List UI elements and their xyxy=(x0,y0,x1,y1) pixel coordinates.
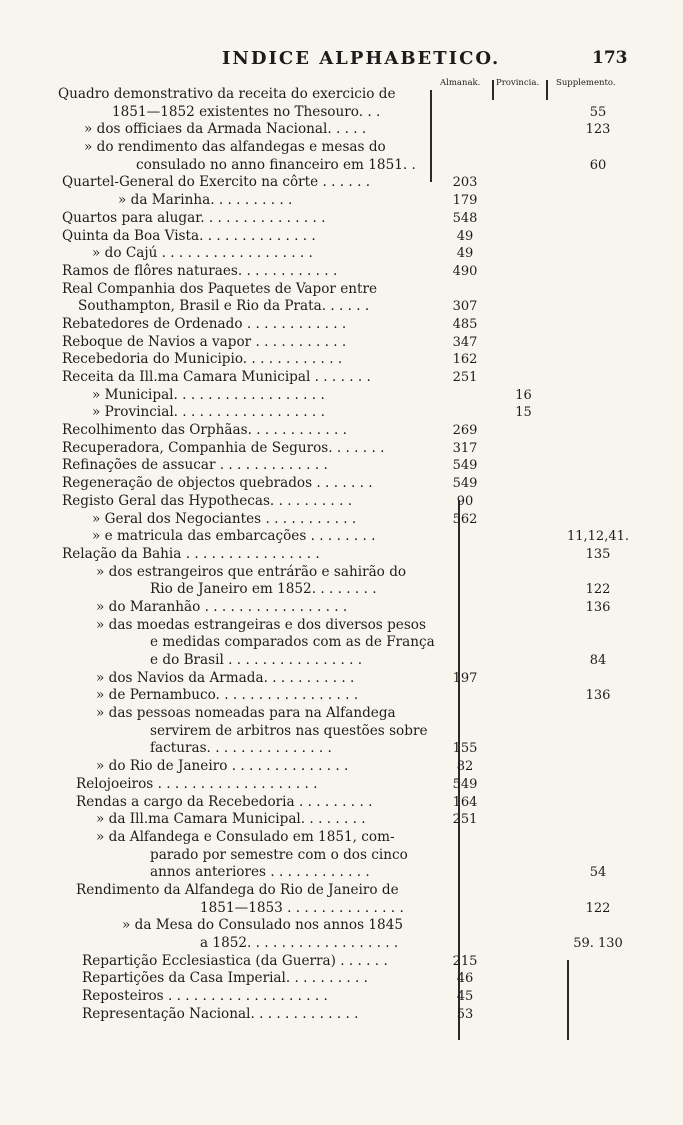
index-entry xyxy=(0,864,683,882)
supplemento-page: 135 xyxy=(585,546,611,562)
almanak-page: 485 xyxy=(452,316,478,332)
entry-label: » do Maranhão . . . . . . . . . . . . . . . . . xyxy=(96,598,348,615)
index-entry xyxy=(0,228,683,246)
index-entry xyxy=(0,174,683,192)
entry-label: Rendas a cargo da Recebedoria . . . . . . . . . xyxy=(76,793,373,810)
index-entry xyxy=(0,511,683,529)
entry-label: » e matricula das embarcações . . . . . . . . xyxy=(92,528,376,545)
index-entry xyxy=(0,422,683,440)
entry-label: » Geral dos Negociantes . . . . . . . . . . . xyxy=(92,510,357,527)
entry-label: servirem de arbitros nas questões sobre xyxy=(150,722,428,739)
supplemento-page: 60 xyxy=(589,157,607,173)
supplemento-page: 55 xyxy=(589,104,607,120)
index-entry xyxy=(0,475,683,493)
entry-label: » do Rio de Janeiro . . . . . . . . . . . . . . xyxy=(96,758,349,775)
index-entry xyxy=(0,298,683,316)
entry-label: Rio de Janeiro em 1852. . . . . . . . xyxy=(150,581,377,598)
entry-label: Quinta da Boa Vista. . . . . . . . . . . . . . xyxy=(62,227,316,244)
almanak-page: 347 xyxy=(452,334,478,350)
column-header-provincia: Provincia. xyxy=(496,78,540,88)
entry-label: » da Marinha. . . . . . . . . . xyxy=(118,192,293,209)
almanak-page: 203 xyxy=(452,175,478,191)
index-entry xyxy=(0,882,683,900)
almanak-page: 155 xyxy=(452,741,478,757)
almanak-page: 164 xyxy=(452,794,478,810)
entry-label: Reboque de Navios a vapor . . . . . . . . . . . xyxy=(62,333,347,350)
entry-label: » Municipal. . . . . . . . . . . . . . . . . . xyxy=(92,386,325,403)
index-entry xyxy=(0,440,683,458)
index-entry xyxy=(0,953,683,971)
index-entry xyxy=(0,847,683,865)
entry-label: Quartos para alugar. . . . . . . . . . . . . . . xyxy=(62,209,326,226)
almanak-page: 317 xyxy=(452,440,478,456)
almanak-page: 549 xyxy=(452,776,478,792)
almanak-page: 82 xyxy=(456,759,474,775)
column-header-supplemento: Supplemento. xyxy=(556,78,616,88)
index-entry xyxy=(0,935,683,953)
index-entry xyxy=(0,104,683,122)
entry-label: Repartições da Casa Imperial. . . . . . . . . . xyxy=(82,970,368,987)
entry-label: » da Mesa do Consulado nos annos 1845 xyxy=(122,917,403,934)
entry-label: 1851—1852 existentes no Thesouro. . . xyxy=(112,103,381,120)
entry-label: Recuperadora, Companhia de Seguros. . . . . . . xyxy=(62,439,385,456)
almanak-page: 53 xyxy=(456,1006,474,1022)
entry-label: consulado no anno financeiro em 1851. . xyxy=(136,156,416,173)
index-entry xyxy=(0,988,683,1006)
supplemento-page: 136 xyxy=(585,688,611,704)
almanak-page: 215 xyxy=(452,953,478,969)
entry-label: » Provincial. . . . . . . . . . . . . . . . . . xyxy=(92,404,325,421)
almanak-page: 197 xyxy=(452,670,478,686)
index-entry xyxy=(0,900,683,918)
index-entry xyxy=(0,794,683,812)
index-entry xyxy=(0,758,683,776)
almanak-page: 251 xyxy=(452,370,478,385)
entry-label: Relação da Bahia . . . . . . . . . . . . . . . . xyxy=(62,545,320,562)
almanak-page: 162 xyxy=(452,352,478,368)
almanak-page: 549 xyxy=(452,458,478,474)
entry-label: Southampton, Brasil e Rio da Prata. . . . . . xyxy=(78,298,370,315)
index-entry xyxy=(0,829,683,847)
supplemento-page: 122 xyxy=(585,900,611,916)
entry-label: » da Ill.ma Camara Municipal. . . . . . . . xyxy=(96,811,366,828)
entry-label: Real Companhia dos Paquetes de Vapor entre xyxy=(62,280,377,297)
index-entry xyxy=(0,457,683,475)
index-entry xyxy=(0,493,683,511)
index-entry xyxy=(0,369,683,387)
provincia-page: 15 xyxy=(515,405,532,421)
almanak-page: 490 xyxy=(452,263,478,279)
entry-label: facturas. . . . . . . . . . . . . . . xyxy=(150,740,332,757)
index-entry xyxy=(0,723,683,741)
entry-label: Rebatedores de Ordenado . . . . . . . . . . . . xyxy=(62,315,347,332)
index-entry xyxy=(0,528,683,546)
index-entry xyxy=(0,351,683,369)
page-number: 173 xyxy=(592,48,628,68)
index-entry xyxy=(0,245,683,263)
entry-label: Receita da Ill.ma Camara Municipal . . . . . . . xyxy=(62,369,371,385)
almanak-page: 179 xyxy=(452,193,478,209)
column-header-almanak: Almanak. xyxy=(440,78,481,88)
entry-label: e medidas comparados com as de França xyxy=(150,634,435,651)
index-entry xyxy=(0,599,683,617)
index-entry xyxy=(0,210,683,228)
index-entries xyxy=(0,86,683,1023)
entry-label: Rendimento da Alfandega do Rio de Janeiro de xyxy=(76,881,399,898)
entry-label: » do rendimento das alfandegas e mesas do xyxy=(84,139,386,156)
supplemento-page: 59. 130 xyxy=(573,936,623,951)
index-entry xyxy=(0,652,683,670)
index-entry xyxy=(0,263,683,281)
entry-label: Ramos de flôres naturaes. . . . . . . . . . . . xyxy=(62,262,338,279)
entry-label: Relojoeiros . . . . . . . . . . . . . . . . . . . xyxy=(76,775,318,792)
entry-label: » da Alfandega e Consulado em 1851, com- xyxy=(96,828,395,845)
index-entry xyxy=(0,617,683,635)
supplemento-page: 136 xyxy=(585,599,611,615)
almanak-page: 269 xyxy=(452,423,478,439)
almanak-page: 46 xyxy=(456,971,474,987)
entry-label: » de Pernambuco. . . . . . . . . . . . . . . . . xyxy=(96,687,359,704)
supplemento-page: 123 xyxy=(585,122,611,138)
entry-label: Regeneração de objectos quebrados . . . . . . . xyxy=(62,475,373,492)
index-entry xyxy=(0,139,683,157)
almanak-page: 307 xyxy=(452,299,478,315)
index-entry xyxy=(0,670,683,688)
index-entry xyxy=(0,705,683,723)
almanak-page: 251 xyxy=(452,812,478,828)
index-entry xyxy=(0,634,683,652)
index-entry xyxy=(0,86,683,104)
provincia-page: 16 xyxy=(515,387,532,403)
entry-label: 1851—1853 . . . . . . . . . . . . . . xyxy=(200,899,404,916)
index-entry xyxy=(0,192,683,210)
entry-label: Quadro demonstrativo da receita do exercicio de xyxy=(58,86,396,102)
index-entry xyxy=(0,917,683,935)
supplemento-page: 11,12,41. xyxy=(566,529,630,545)
entry-label: » dos officiaes da Armada Nacional. . . . . xyxy=(84,121,367,138)
page-title: INDICE ALPHABETICO. xyxy=(222,48,501,69)
almanak-page: 549 xyxy=(452,476,478,492)
index-entry xyxy=(0,404,683,422)
entry-label: a 1852. . . . . . . . . . . . . . . . . . xyxy=(200,935,399,951)
index-entry xyxy=(0,776,683,794)
index-entry xyxy=(0,970,683,988)
index-entry xyxy=(0,1006,683,1024)
entry-label: » das moedas estrangeiras e dos diversos pesos xyxy=(96,616,426,633)
supplemento-page: 84 xyxy=(589,653,607,668)
index-entry xyxy=(0,581,683,599)
entry-label: parado por semestre com o dos cinco xyxy=(150,846,408,863)
index-entry xyxy=(0,740,683,758)
almanak-page: 562 xyxy=(452,511,478,527)
index-entry xyxy=(0,687,683,705)
index-entry xyxy=(0,316,683,334)
entry-label: annos anteriores . . . . . . . . . . . . xyxy=(150,864,370,881)
index-entry xyxy=(0,334,683,352)
entry-label: Quartel-General do Exercito na côrte . . . . . . xyxy=(62,174,371,191)
entry-label: Reposteiros . . . . . . . . . . . . . . . . . . . xyxy=(82,988,328,1005)
index-entry xyxy=(0,546,683,564)
entry-label: Recolhimento das Orphãas. . . . . . . . . . . . xyxy=(62,422,347,439)
entry-label: » dos Navios da Armada. . . . . . . . . . . xyxy=(96,669,355,686)
index-entry xyxy=(0,811,683,829)
almanak-page: 49 xyxy=(456,246,474,262)
index-entry xyxy=(0,157,683,175)
almanak-page: 90 xyxy=(456,493,474,509)
almanak-page: 49 xyxy=(456,228,474,244)
almanak-page: 45 xyxy=(456,989,474,1005)
entry-label: Refinações de assucar . . . . . . . . . . . . . xyxy=(62,457,328,474)
entry-label: » das pessoas nomeadas para na Alfandega xyxy=(96,705,396,722)
entry-label: Representação Nacional. . . . . . . . . . . . . xyxy=(82,1005,359,1022)
index-entry xyxy=(0,121,683,139)
supplemento-page: 54 xyxy=(589,865,607,881)
entry-label: » do Cajú . . . . . . . . . . . . . . . . . . xyxy=(92,245,313,262)
entry-label: e do Brasil . . . . . . . . . . . . . . . . xyxy=(150,652,363,668)
entry-label: » dos estrangeiros que entrárão e sahirão do xyxy=(96,563,407,580)
index-entry xyxy=(0,281,683,299)
entry-label: Recebedoria do Municipio. . . . . . . . . . . . xyxy=(62,351,343,368)
almanak-page: 548 xyxy=(452,210,478,226)
index-entry xyxy=(0,564,683,582)
supplemento-page: 122 xyxy=(585,582,611,598)
index-entry xyxy=(0,387,683,405)
entry-label: Registo Geral das Hypothecas. . . . . . . . . . xyxy=(62,492,353,509)
entry-label: Repartição Ecclesiastica (da Guerra) . . . . . . xyxy=(82,952,388,969)
